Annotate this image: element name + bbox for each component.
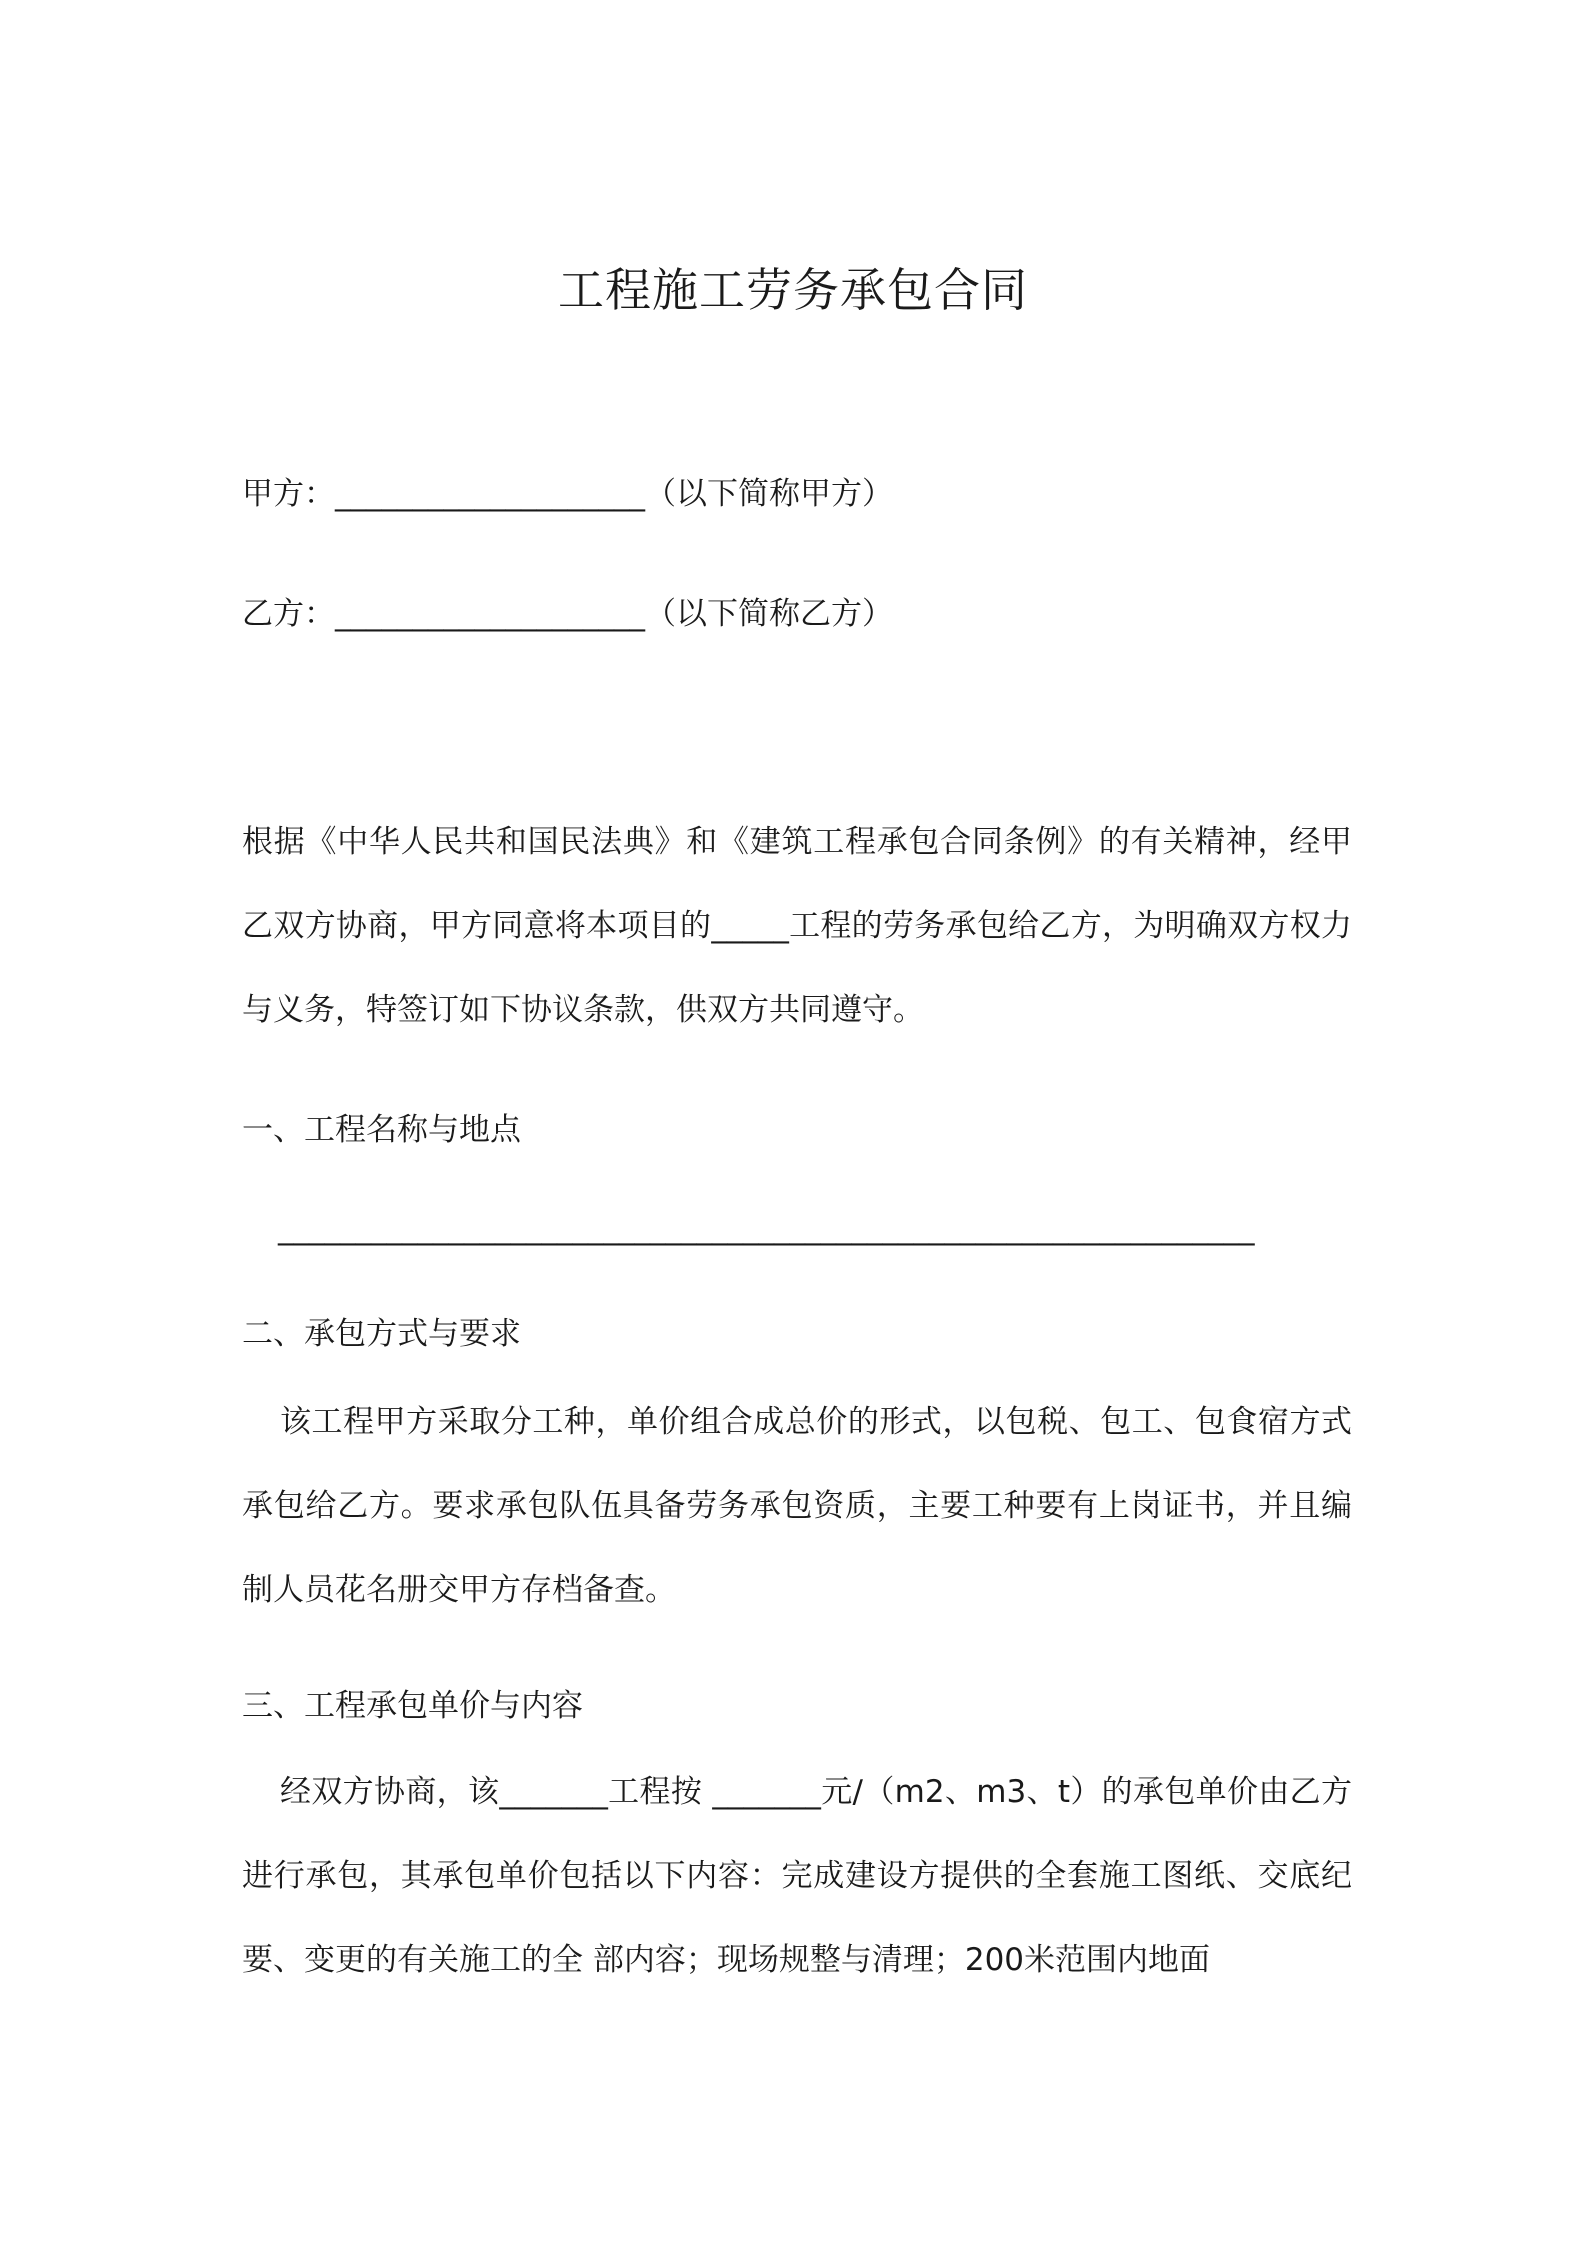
party-a-line: 甲方：____________________（以下简称甲方） bbox=[242, 476, 893, 512]
section-3-body: 经双方协商，该_______工程按 _______元/（m2、m3、t）的承包单价由乙方进行承包，其承包单价包括以下内容：完成建设方提供的全套施工图纸、交底纪要、变更的有关施工的全 部内容；现场规整与清理；200米范围内地面 bbox=[242, 1774, 1352, 1978]
section-2-heading: 二、承包方式与要求 bbox=[242, 1316, 521, 1352]
section-1-blank-line: _______________________________________________________________ bbox=[278, 1210, 1255, 1246]
document-title: 工程施工劳务承包合同 bbox=[558, 263, 1028, 317]
preamble-paragraph: 根据《中华人民共和国民法典》和《建筑工程承包合同条例》的有关精神，经甲乙双方协商，甲方同意将本项目的_____工程的劳务承包给乙方，为明确双方权力与义务，特签订如下协议条款，供双方共同遵守。 bbox=[242, 824, 1352, 1028]
section-3-heading: 三、工程承包单价与内容 bbox=[242, 1688, 583, 1724]
section-1-heading: 一、工程名称与地点 bbox=[242, 1112, 521, 1148]
party-b-line: 乙方：____________________（以下简称乙方） bbox=[242, 596, 893, 632]
section-2-body: 该工程甲方采取分工种，单价组合成总价的形式，以包税、包工、包食宿方式承包给乙方。要求承包队伍具备劳务承包资质，主要工种要有上岗证书，并且编制人员花名册交甲方存档备查。 bbox=[242, 1404, 1352, 1608]
